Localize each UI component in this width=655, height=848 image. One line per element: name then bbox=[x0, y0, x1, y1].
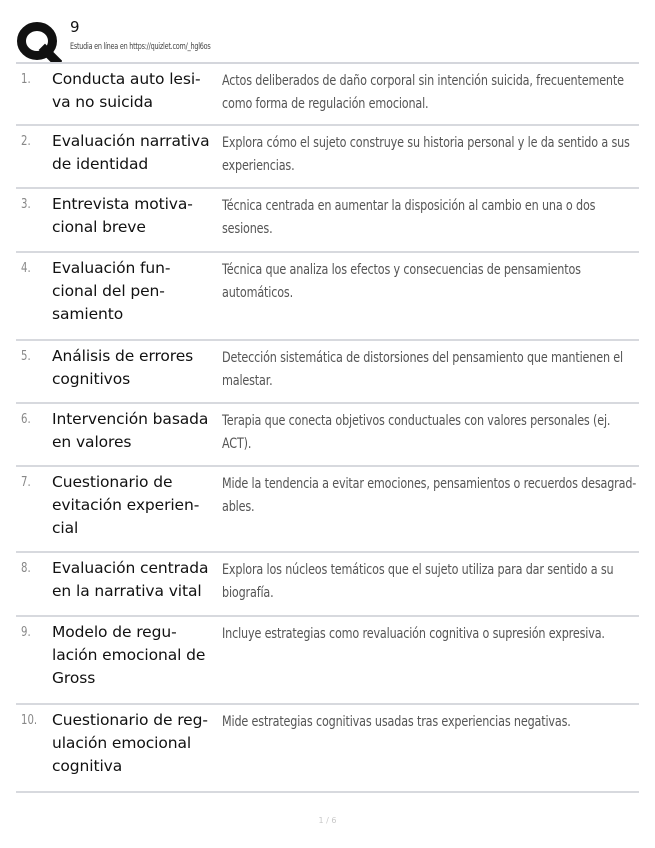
item-term: Análisis de errores cognitivos bbox=[52, 347, 194, 388]
item-number: 2. bbox=[21, 134, 31, 149]
item-number: 5. bbox=[21, 349, 31, 364]
study-online-link[interactable]: Estudia en línea en https://quizlet.com/_hgl6os bbox=[70, 42, 211, 52]
item-number: 7. bbox=[21, 475, 31, 490]
term-list bbox=[16, 64, 639, 793]
item-number: 6. bbox=[21, 412, 31, 427]
page-number: 1 / 6 bbox=[318, 816, 337, 825]
list-item bbox=[16, 553, 639, 617]
list-item bbox=[16, 126, 639, 189]
item-term: Modelo de regu- lación emocional de Gross bbox=[52, 623, 206, 687]
list-item bbox=[16, 404, 639, 467]
item-definition: Incluye estrategias como revaluación cognitiva o supresión expresiva. bbox=[222, 626, 605, 642]
page-header bbox=[16, 16, 636, 62]
list-item bbox=[16, 189, 639, 253]
item-term: Cuestionario de reg- ulación emocional cognitiva bbox=[52, 711, 208, 775]
item-definition: Técnica centrada en aumentar la disposición al cambio en una o dos sesiones. bbox=[222, 198, 596, 237]
item-definition: Mide estrategias cognitivas usadas tras experiencias negativas. bbox=[222, 714, 571, 730]
item-definition: Mide la tendencia a evitar emociones, pensamientos o recuerdos desagrad- ables. bbox=[222, 476, 637, 515]
item-number: 9. bbox=[21, 625, 31, 640]
item-term: Entrevista motiva- cional breve bbox=[52, 195, 193, 236]
list-item bbox=[16, 341, 639, 404]
item-number: 4. bbox=[21, 261, 31, 276]
item-number: 1. bbox=[21, 72, 31, 87]
item-definition: Técnica que analiza los efectos y consecuencias de pensamientos automáticos. bbox=[222, 262, 581, 301]
item-definition: Explora los núcleos temáticos que el sujeto utiliza para dar sentido a su biografía. bbox=[222, 562, 614, 601]
list-item bbox=[16, 64, 639, 126]
item-definition: Explora cómo el sujeto construye su historia personal y le da sentido a sus experiencias. bbox=[222, 135, 630, 174]
item-number: 10. bbox=[21, 713, 38, 728]
item-term: Evaluación centrada en la narrativa vital bbox=[52, 559, 209, 600]
item-definition: Detección sistemática de distorsiones del pensamiento que mantienen el malestar. bbox=[222, 350, 623, 389]
item-term: Conducta auto lesi- va no suicida bbox=[52, 70, 201, 111]
item-term: Cuestionario de evitación experien- cial bbox=[52, 473, 200, 537]
list-item bbox=[16, 467, 639, 553]
item-term: Evaluación narrativa de identidad bbox=[52, 132, 210, 173]
quizlet-logo-icon bbox=[16, 20, 62, 64]
item-definition: Actos deliberados de daño corporal sin intención suicida, frecuentemente como forma de regulación emocional. bbox=[222, 73, 624, 112]
item-number: 3. bbox=[21, 197, 31, 212]
list-item bbox=[16, 253, 639, 341]
list-item bbox=[16, 705, 639, 793]
item-definition: Terapia que conecta objetivos conductuales con valores personales (ej. ACT). bbox=[222, 413, 611, 452]
item-number: 8. bbox=[21, 561, 31, 576]
list-item bbox=[16, 617, 639, 705]
set-title: 9 bbox=[70, 18, 80, 36]
item-term: Evaluación fun- cional del pen- samiento bbox=[52, 259, 171, 323]
item-term: Intervención basada en valores bbox=[52, 410, 209, 451]
